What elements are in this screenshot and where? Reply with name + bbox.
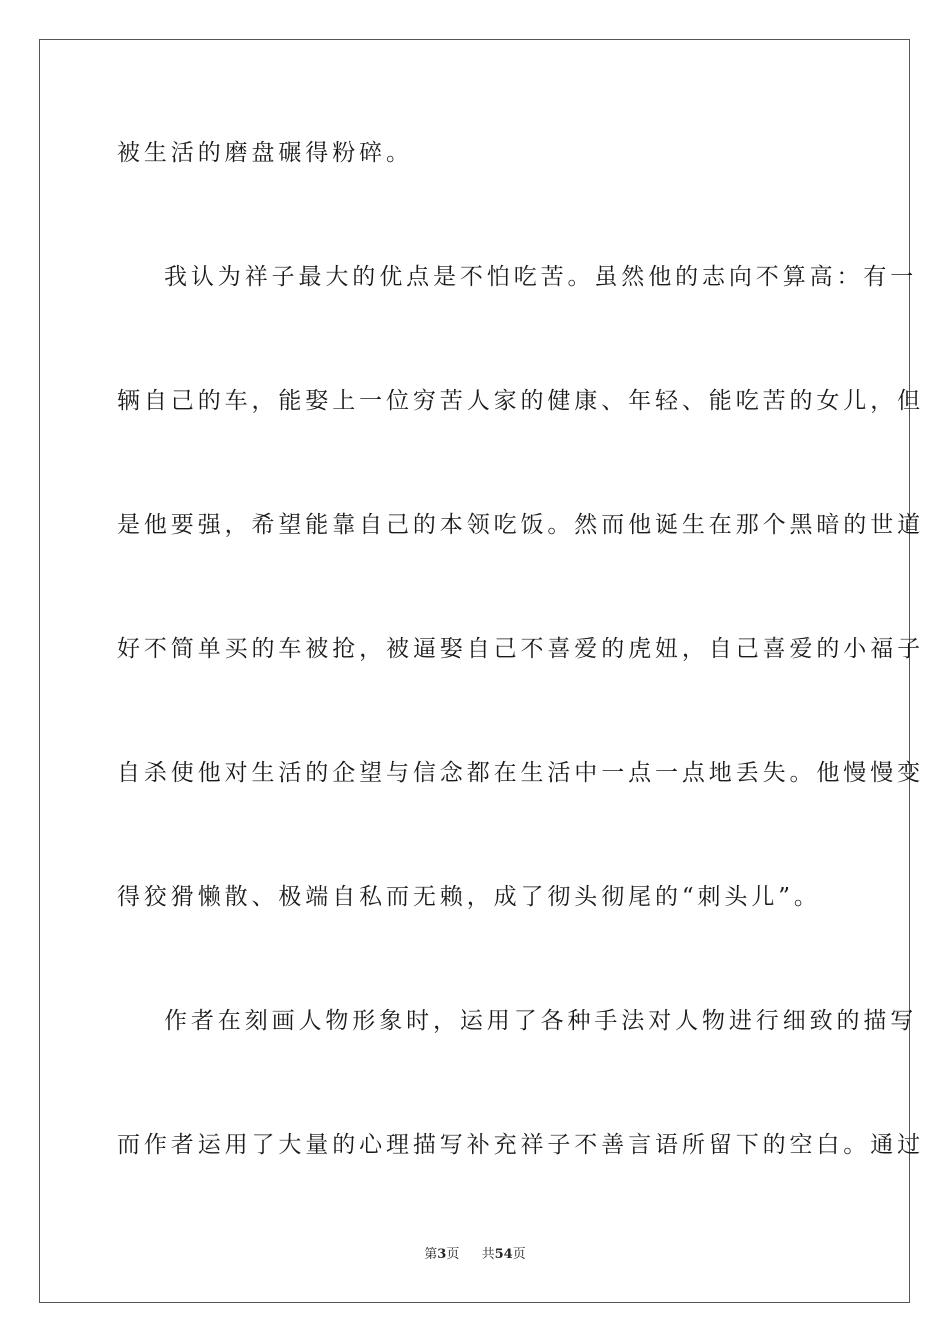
total-pages-label xyxy=(482,1246,526,1264)
text-line-2: 我认为祥子最大的优点是不怕吃苦。虽然他的志向不算高：有一 xyxy=(164,264,918,290)
page-suffix: 页 xyxy=(446,1247,460,1262)
text-line-1: 被生活的磨盘碾得粉碎。 xyxy=(117,140,413,166)
text-line-8: 作者在刻画人物形象时，运用了各种手法对人物进行细致的描写 xyxy=(164,1008,918,1034)
total-pages: 54 xyxy=(494,1247,513,1262)
page-number: 3 xyxy=(437,1247,447,1262)
text-line-9: 而作者运用了大量的心理描写补充祥子不善言语所留下的空白。通过 xyxy=(117,1132,924,1158)
page-border xyxy=(39,39,924,1303)
text-line-5: 好不简单买的车被抢，被逼娶自己不喜爱的虎妞，自己喜爱的小福子 xyxy=(117,636,924,662)
text-line-6: 自杀使他对生活的企望与信念都在生活中一点一点地丢失。他慢慢变 xyxy=(117,760,924,786)
text-line-7: 得狡猾懒散、极端自私而无赖，成了彻头彻尾的“刺头儿”。 xyxy=(117,884,821,910)
text-line-3: 辆自己的车，能娶上一位穷苦人家的健康、年轻、能吃苦的女儿，但 xyxy=(117,388,924,414)
page-prefix: 第 xyxy=(424,1247,438,1262)
text-line-4: 是他要强，希望能靠自己的本领吃饭。然而他诞生在那个黑暗的世道 xyxy=(117,512,924,538)
page-footer xyxy=(0,1246,950,1264)
total-prefix: 共 xyxy=(481,1247,495,1262)
total-suffix: 页 xyxy=(512,1247,526,1262)
page-number-label xyxy=(424,1246,459,1264)
